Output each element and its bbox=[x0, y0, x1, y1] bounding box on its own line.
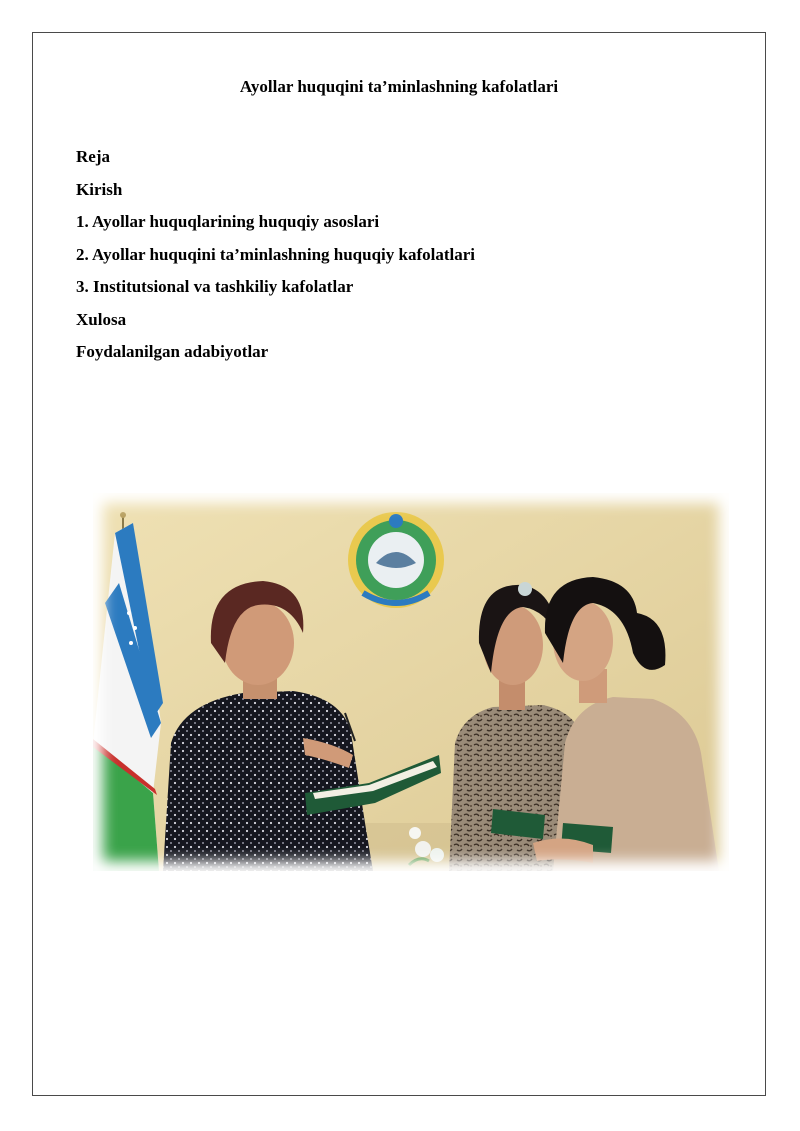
toc-item-section-2: 2. Ayollar huquqini ta’minlashning huquqiy kafolatlari bbox=[76, 244, 476, 264]
document-title: Ayollar huquqini ta’minlashning kafolatlari bbox=[239, 77, 559, 96]
table-of-contents bbox=[76, 141, 475, 369]
state-emblem bbox=[348, 512, 444, 608]
toc-item-kirish: Kirish bbox=[76, 179, 123, 199]
toc-item-xulosa: Xulosa bbox=[76, 309, 127, 329]
document-page bbox=[32, 32, 766, 1096]
toc-item-adabiyotlar: Foydalanilgan adabiyotlar bbox=[76, 342, 269, 361]
toc-item-reja: Reja bbox=[76, 147, 110, 166]
toc-item-section-3: 3. Institutsional va tashkiliy kafolatlar bbox=[76, 277, 354, 296]
illustration-photo bbox=[93, 493, 729, 871]
toc-item-section-1: 1. Ayollar huquqlarining huquqiy asoslari bbox=[76, 212, 380, 231]
